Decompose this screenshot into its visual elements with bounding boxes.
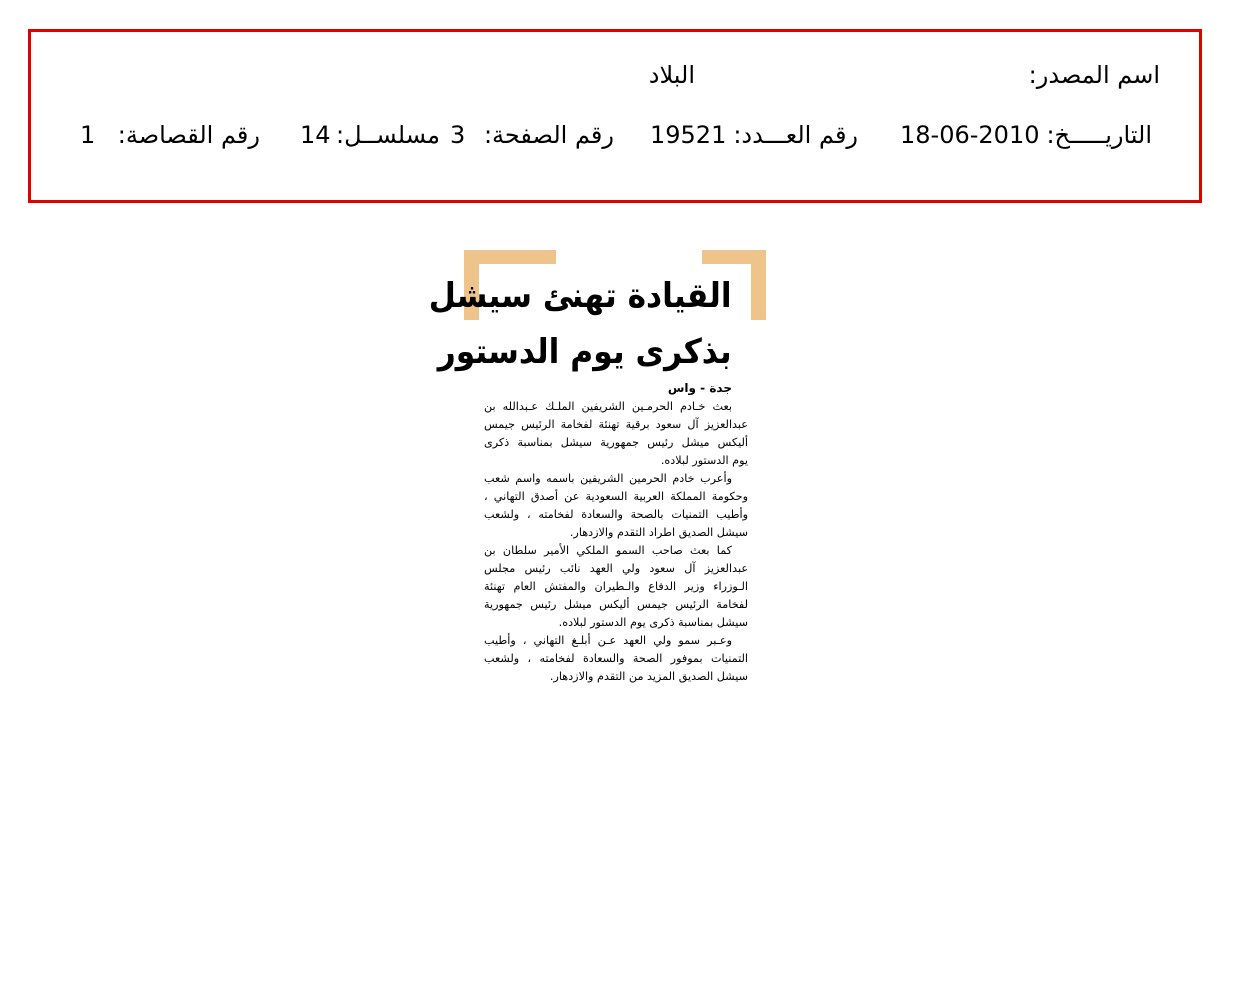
headline-line-2: بذكرى يوم الدستور [437, 332, 732, 372]
issue-label: رقم العـــدد: [733, 121, 858, 149]
source-value: البلاد [648, 61, 695, 89]
body-line: كما بعث صاحب السمو الملكي الأمير سلطان بن [484, 544, 732, 557]
body-line: سيشل الصديق اطراد التقدم والازدهار. [569, 526, 748, 539]
date-value: 18-06-2010 [900, 121, 1040, 149]
body-line: وحكومة المملكة العربية السعودية عن أصدق التهاني ، [484, 490, 748, 503]
body-line: وأعرب خادم الحرمين الشريفين باسمه واسم شعب [484, 472, 732, 485]
serial-label: مسلســل: [336, 121, 440, 149]
clip-number-value: 1 [80, 121, 96, 149]
issue-value: 19521 [650, 121, 727, 149]
body-line: أليكس ميشل رئيس جمهورية سيشل بمناسبة ذكرى [484, 436, 748, 449]
dateline: جدة - واس [667, 381, 732, 395]
body-line: بعث خـادم الحرمـين الشريفين الملـك عـبدالله بن [484, 400, 732, 413]
source-label: اسم المصدر: [1028, 61, 1160, 89]
serial-value: 14 [300, 121, 331, 149]
body-line: وعـبر سمو ولي العهد عـن أبلـغ التهاني ، وأطيب [484, 634, 732, 647]
clipping-info-box [28, 29, 1202, 203]
body-line: الـوزراء وزير الدفاع والـطيران والمفتش العام تهنئة [484, 580, 748, 593]
body-line: لفخامة الرئيس جيمس أليكس ميشل رئيس جمهورية [484, 598, 748, 611]
body-line: يوم الدستور لبلاده. [660, 454, 748, 467]
headline-line-1: القيادة تهنئ سيشل [428, 276, 732, 316]
body-line: سيشل الصديق المزيد من التقدم والازدهار. [549, 670, 748, 683]
body-line: وأطيب التمنيات بالصحة والسعادة لفخامته ، ولشعب [484, 508, 748, 521]
body-line: سيشل بمناسبة ذكرى يوم الدستور لبلاده. [558, 616, 748, 629]
newspaper-clipping [428, 250, 766, 700]
page-label: رقم الصفحة: [483, 121, 614, 149]
decorative-bracket [751, 250, 766, 320]
body-line: عبدالعزيز آل سعود برقية تهنئة لفخامة الرئيس جيمس [484, 418, 748, 431]
body-line: التمنيات بموفور الصحة والسعادة لفخامته ، ولشعب [484, 652, 748, 665]
page-value: 3 [450, 121, 466, 149]
date-label: التاريـــــخ: [1046, 121, 1152, 149]
clip-number-label: رقم القصاصة: [117, 121, 260, 149]
body-line: عبدالعزيز آل سعود ولي العهد نائب رئيس مجلس [484, 562, 748, 575]
